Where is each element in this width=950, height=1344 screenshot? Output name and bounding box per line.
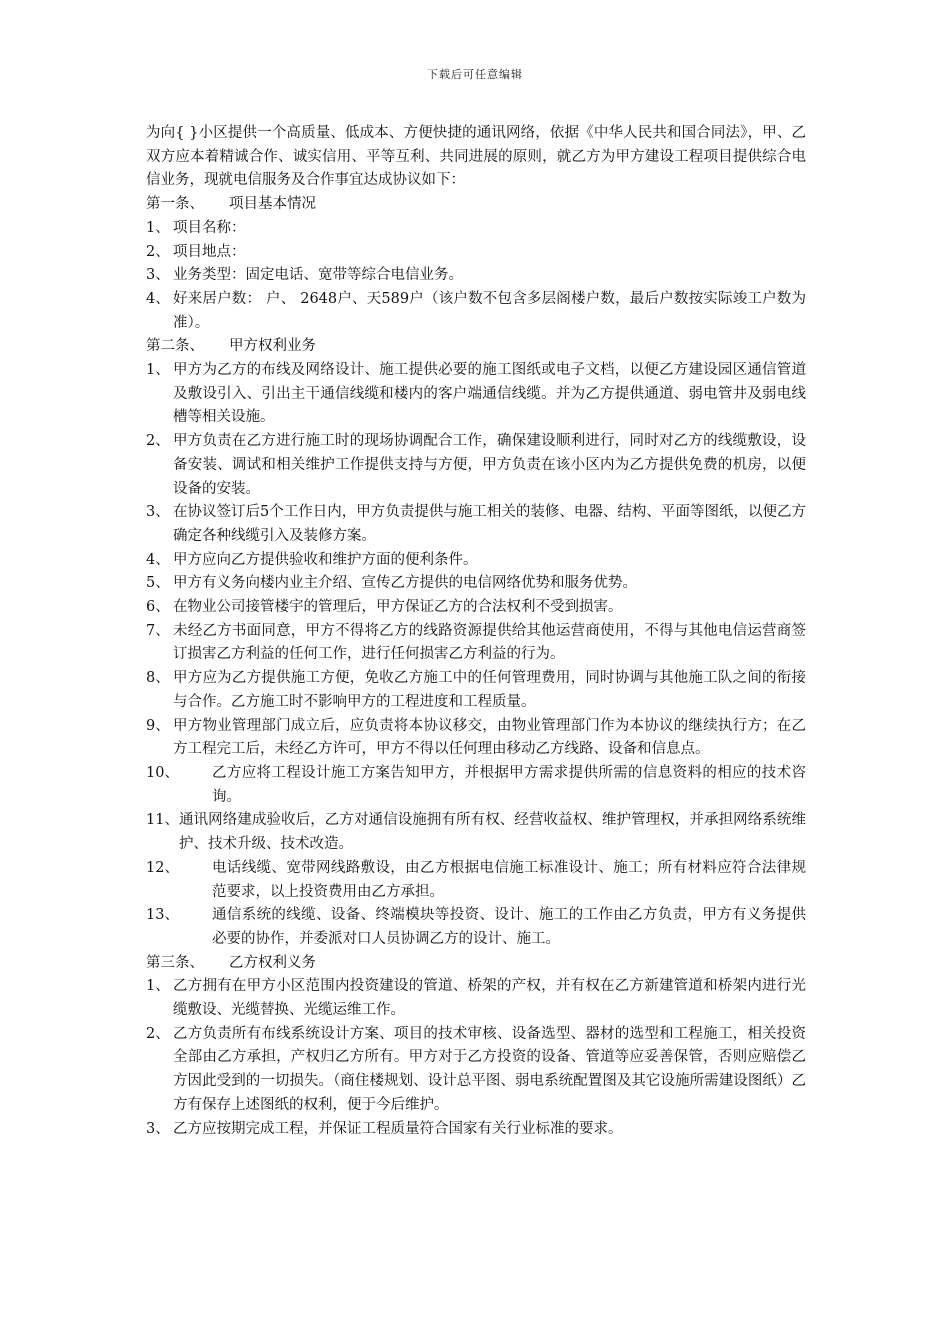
list-item [146,288,806,335]
item-text: 甲方有义务向楼内业主介绍、宣传乙方提供的电信网络优势和服务优势。 [173,575,637,592]
section-title: 甲方权利业务 [229,338,316,355]
item-number: 3、 [146,267,170,284]
item-number: 3、 [146,1120,170,1137]
section-heading-2 [146,335,806,359]
section-3-list [146,975,806,1141]
section-title: 乙方权利义务 [229,954,316,971]
item-text: 电话线缆、宽带网线路敷设，由乙方根据电信施工标准设计、施工；所有材料应符合法律规范要求，以上投资费用由乙方承担。 [212,859,806,900]
item-text: 通信系统的线缆、设备、终端模块等投资、设计、施工的工作由乙方负责，甲方有义务提供必要的协作，并委派对口人员协调乙方的设计、施工。 [212,907,806,947]
list-item [146,501,806,548]
item-text: 项目名称： [173,219,246,236]
item-text: 项目地点： [173,243,246,260]
item-text: 乙方拥有在甲方小区范围内投资建设的管道、桥架的产权，并有权在乙方新建管道和桥架内进行光缆敷设、光缆替换、光缆运维工作。 [173,978,806,1019]
list-item [146,1023,806,1118]
list-item [146,359,806,430]
item-text: 通讯网络建成验收后，乙方对通信设施拥有所有权、经营收益权、维护管理权，并承担网络系统维护、技术升级、技术改造。 [178,812,806,853]
item-text: 甲方物业管理部门成立后，应负责将本协议移交，由物业管理部门作为本协议的继续执行方；在乙方工程完工后，未经乙方许可，甲方不得以任何理由移动乙方线路、设备和信息点。 [173,717,806,758]
item-number: 2、 [146,433,170,450]
item-number: 7、 [146,622,170,639]
item-text: 乙方应按期完成工程，并保证工程质量符合国家有关行业标准的要求。 [173,1120,623,1137]
item-number: 5、 [146,575,170,592]
list-item [146,217,806,241]
item-text: 乙方应将工程设计施工方案告知甲方，并根据甲方需求提供所需的信息资料的相应的技术咨询。 [212,764,806,805]
list-item [146,572,806,596]
intro-paragraph: 为向{ }小区提供一个高质量、低成本、方便快捷的通讯网络，依据《中华人民共和国合同法》，甲、乙双方应本着精诚合作、诚实信用、平等互利、共同进展的原则，就乙方为甲方建设工程项目提供综合电信业务，现就电信服务及合作事宜达成协议如下： [146,125,806,189]
item-text: 甲方应为乙方提供施工方便，免收乙方施工中的任何管理费用，同时协调与其他施工队之间的衔接与合作。乙方施工时不影响甲方的工程进度和工程质量。 [173,670,806,710]
section-2-list [146,359,806,952]
list-item [146,549,806,573]
section-heading-3 [146,952,806,976]
section-label: 第二条、 [146,338,204,355]
item-text: 乙方负责所有布线系统设计方案、项目的技术审核、设备选型、器材的选型和工程施工，相关投资全部由乙方承担，产权归乙方所有。甲方对于乙方投资的设备、管道等应妥善保管，否则应赔偿乙方因此受到的一切损失。（商住楼规划、设计总平图、弱电系统配置图及其它设施所需建设图纸）乙方有保存上述图纸的权利，便于今后维护。 [173,1025,806,1113]
item-number: 2、 [146,1025,170,1042]
item-text: 在物业公司接管楼宇的管理后，甲方保证乙方的合法权利不受到损害。 [173,599,623,616]
list-item [146,809,806,856]
list-item [146,667,806,714]
item-number: 9、 [146,717,170,734]
list-item [146,264,806,288]
item-number: 1、 [146,978,170,995]
item-number: 4、 [146,290,170,307]
item-number: 4、 [146,551,170,568]
item-number: 10、 [146,764,179,781]
item-number: 11、 [146,812,179,829]
document-body [146,122,806,1141]
section-1-list [146,217,806,336]
page-header: 下载后可任意编辑 [427,68,523,81]
item-text: 业务类型：固定电话、宽带等综合电信业务。 [173,267,463,284]
item-number: 8、 [146,670,170,687]
item-number: 6、 [146,599,170,616]
section-label: 第一条、 [146,196,204,213]
item-text: 甲方负责在乙方进行施工时的现场协调配合工作，确保建设顺利进行，同时对乙方的线缆敷设，设备安装、调试和相关维护工作提供支持与方便，甲方负责在该小区内为乙方提供免费的机房，以便设备的安装。 [173,433,806,497]
item-text: 在协议签订后5个工作日内，甲方负责提供与施工相关的装修、电器、结构、平面等图纸，以便乙方确定各种线缆引入及装修方案。 [173,504,806,544]
list-item [146,762,806,809]
item-number: 13、 [146,907,179,924]
list-item [146,596,806,620]
item-number: 1、 [146,219,170,236]
section-label: 第三条、 [146,954,204,971]
list-item [146,241,806,265]
list-item [146,857,806,904]
list-item [146,620,806,667]
section-title: 项目基本情况 [229,196,316,213]
item-number: 12、 [146,859,179,876]
list-item [146,715,806,762]
item-text: 好来居户数： 户、 2648户、天589户（该户数不包含多层阁楼户数，最后户数按实际竣工户数为准）。 [173,290,806,331]
item-number: 3、 [146,504,170,521]
item-text: 甲方为乙方的布线及网络设计、施工提供必要的施工图纸或电子文档，以便乙方建设园区通信管道及敷设引入、引出主干通信线缆和楼内的客户端通信线缆。并为乙方提供通道、弱电管井及弱电线槽等相关设施。 [173,362,806,426]
item-number: 2、 [146,243,170,260]
list-item [146,975,806,1022]
list-item [146,904,806,951]
item-text: 未经乙方书面同意，甲方不得将乙方的线路资源提供给其他运营商使用，不得与其他电信运营商签订损害乙方利益的任何工作，进行任何损害乙方利益的行为。 [173,622,806,663]
list-item [146,1118,806,1142]
item-text: 甲方应向乙方提供验收和维护方面的便利条件。 [173,551,478,568]
section-heading-1 [146,193,806,217]
item-number: 1、 [146,362,170,379]
list-item [146,430,806,501]
